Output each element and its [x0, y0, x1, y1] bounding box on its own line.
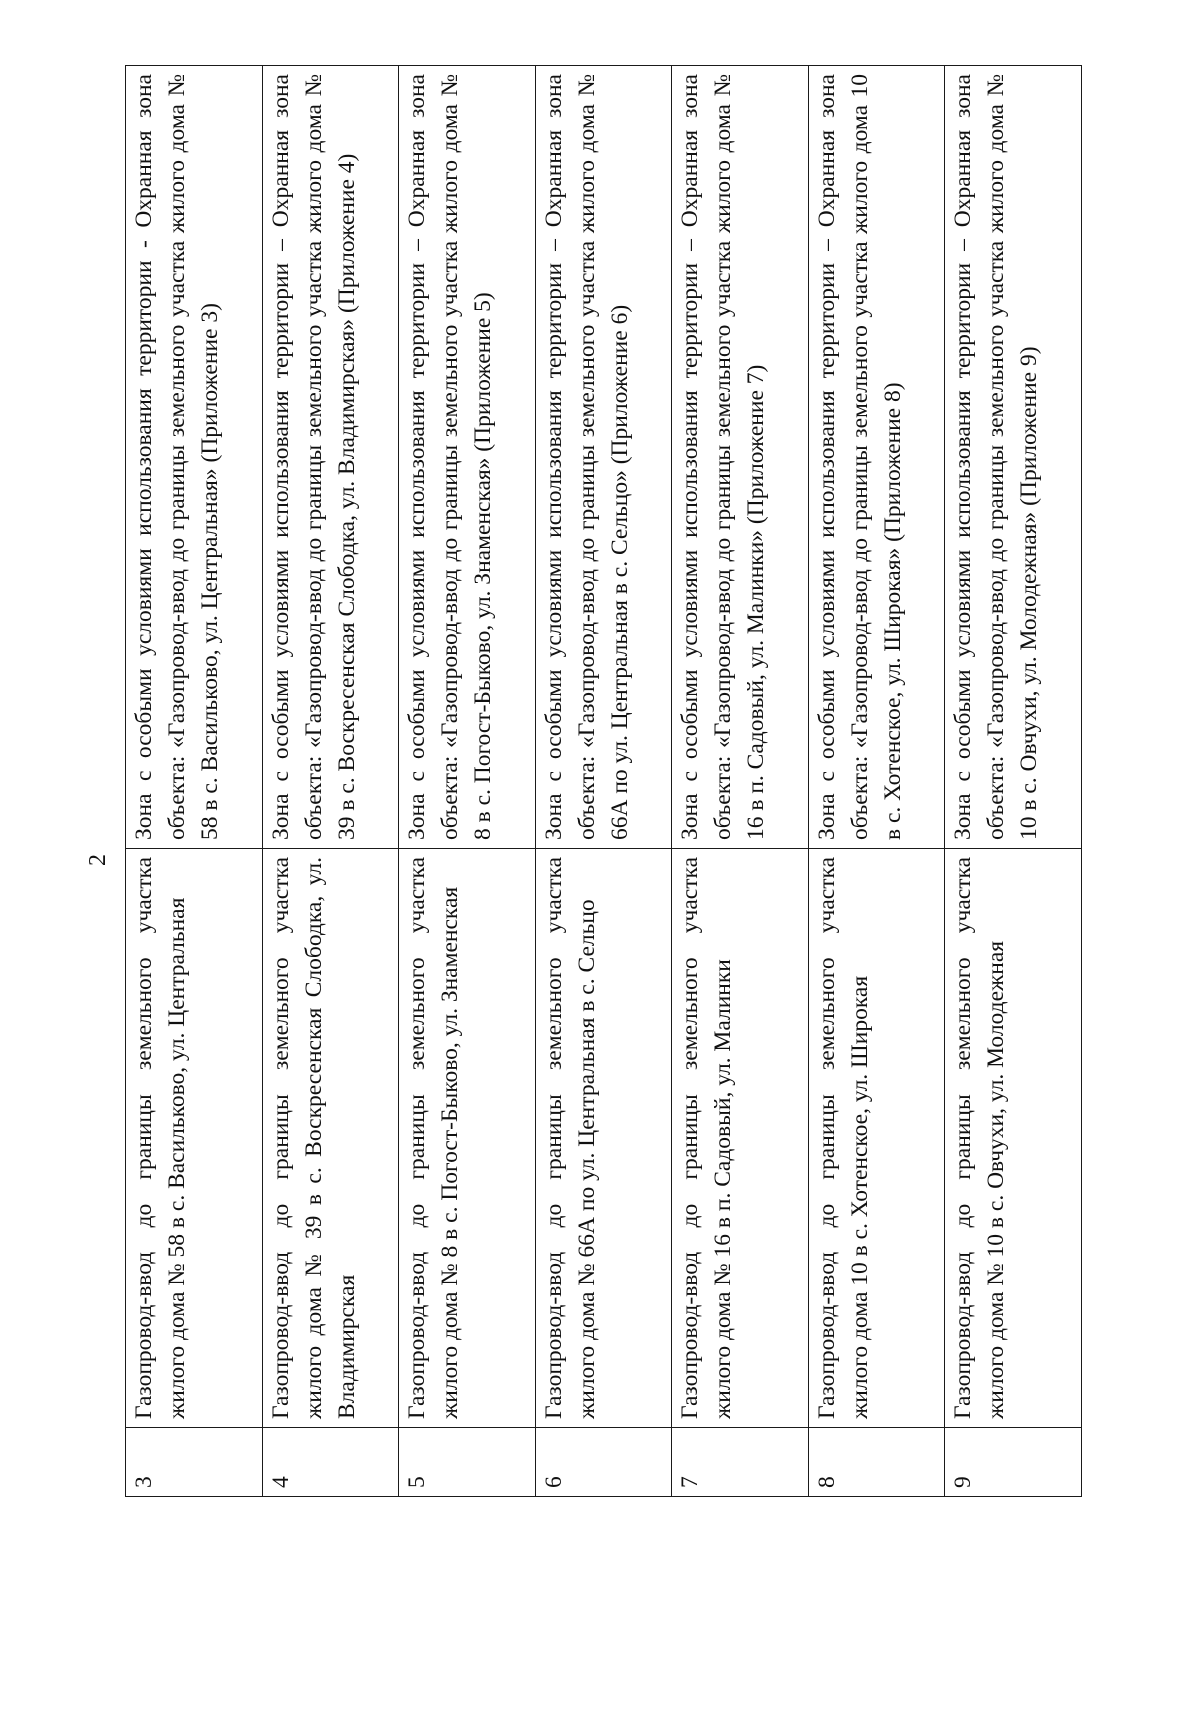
table-row — [126, 66, 263, 1497]
zone-text: Зона с особыми условиями использования территории – Охранная зона объекта: «Газопровод-ввод до границы земельного участка жилого дома № 39 в с. Воскресенская Слободка, ул. Владимирская» (Приложение 4) — [267, 74, 360, 840]
row-number: 7 — [672, 1428, 809, 1497]
table-row — [535, 66, 672, 1497]
zone-cell — [535, 66, 672, 849]
zone-cell — [672, 66, 809, 849]
row-number: 9 — [945, 1428, 1082, 1497]
zone-cell — [126, 66, 263, 849]
zone-text: Зона с особыми условиями использования территории - Охранная зона объекта: «Газопровод-ввод до границы земельного участка жилого дома № 58 в с. Васильково, ул. Центральная» (Приложение 3) — [131, 74, 223, 840]
object-text: Газопровод-ввод до границы земельного участка жилого дома № 10 в с. Овчухи, ул. Молодежная — [950, 857, 1010, 1419]
row-number: 3 — [126, 1428, 263, 1497]
zone-cell — [808, 66, 945, 849]
zone-text: Зона с особыми условиями использования территории – Охранная зона объекта: «Газопровод-ввод до границы земельного участка жилого дома 10 в с. Хотенское, ул. Широкая» (Приложение 8) — [813, 74, 906, 840]
table-wrapper — [125, 74, 1082, 1497]
page-number: 2 — [85, 854, 111, 866]
object-cell — [262, 849, 399, 1428]
table-row — [399, 66, 536, 1497]
zone-text: Зона с особыми условиями использования территории – Охранная зона объекта: «Газопровод-ввод до границы земельного участка жилого дома № 8 в с. Погост-Быково, ул. Знаменская» (Приложение 5) — [404, 74, 497, 840]
table-row — [672, 66, 809, 1497]
object-text: Газопровод-ввод до границы земельного участка жилого дома № 58 в с. Васильково, ул. Центральная — [131, 857, 190, 1419]
zone-text: Зона с особыми условиями использования территории – Охранная зона объекта: «Газопровод-ввод до границы земельного участка жилого дома № 16 в п. Садовый, ул. Малинки» (Приложение 7) — [677, 74, 770, 840]
zone-cell — [945, 66, 1082, 849]
zone-text: Зона с особыми условиями использования территории – Охранная зона объекта: «Газопровод-ввод до границы земельного участка жилого дома № 10 в с. Овчухи, ул. Молодежная» (Приложение 9) — [950, 74, 1043, 840]
row-number: 5 — [399, 1428, 536, 1497]
object-cell — [535, 849, 672, 1428]
object-cell — [399, 849, 536, 1428]
table-row — [262, 66, 399, 1497]
zone-cell — [262, 66, 399, 849]
row-number: 8 — [808, 1428, 945, 1497]
object-text: Газопровод-ввод до границы земельного участка жилого дома № 16 в п. Садовый, ул. Малинки — [677, 857, 737, 1419]
table-row — [808, 66, 945, 1497]
object-text: Газопровод-ввод до границы земельного участка жилого дома № 66А по ул. Центральная в с. Сельцо — [540, 857, 600, 1419]
table-row — [945, 66, 1082, 1497]
row-number: 6 — [535, 1428, 672, 1497]
object-cell — [126, 849, 263, 1428]
row-number: 4 — [262, 1428, 399, 1497]
object-cell — [672, 849, 809, 1428]
object-text: Газопровод-ввод до границы земельного участка жилого дома 10 в с. Хотенское, ул. Широкая — [813, 857, 873, 1419]
zone-cell — [399, 66, 536, 849]
object-cell — [945, 849, 1082, 1428]
object-text: Газопровод-ввод до границы земельного участка жилого дома № 8 в с. Погост-Быково, ул. Знаменская — [404, 857, 464, 1419]
gas-pipeline-table — [125, 65, 1082, 1497]
zone-text: Зона с особыми условиями использования территории – Охранная зона объекта: «Газопровод-ввод до границы земельного участка жилого дома № 66А по ул. Центральная в с. Сельцо» (Приложение 6) — [540, 74, 633, 840]
object-cell — [808, 849, 945, 1428]
object-text: Газопровод-ввод до границы земельного участка жилого дома № 39 в с. Воскресенская Слободка, ул. Владимирская — [267, 857, 360, 1419]
